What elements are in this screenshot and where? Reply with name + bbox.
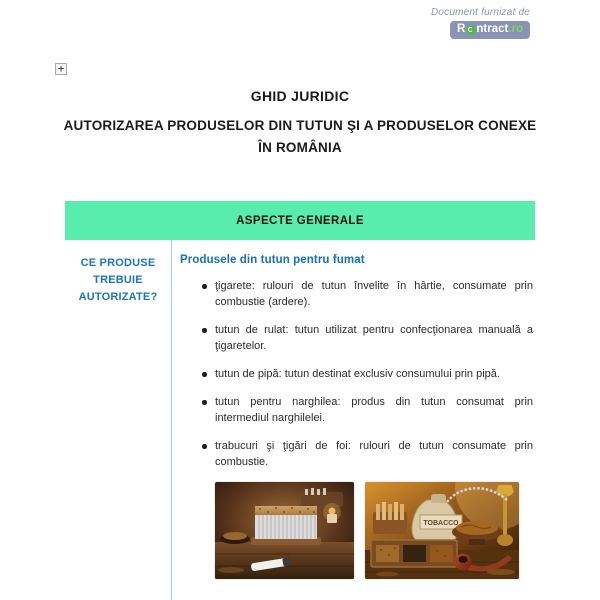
logo-middle: ntract (476, 23, 509, 35)
cigarette-box (251, 506, 321, 545)
cigarettes-box-photo (215, 482, 354, 579)
cigarettes-box-illustration (215, 482, 354, 579)
page-title: GHID JURIDIC (250, 88, 350, 104)
rontract-logo[interactable] (450, 21, 530, 39)
tobacco-assortment-illustration (365, 482, 519, 579)
expand-plus-icon[interactable]: + (55, 63, 67, 75)
list-item: tutun pentru narghilea: produs din tutun consumat prin intermediul narghilelei. (215, 396, 533, 424)
provided-by-text: Document furnizat de (430, 7, 530, 18)
sack-label: TOBACCO (423, 520, 459, 527)
content-heading: Produsele din tutun pentru fumat (180, 254, 365, 266)
product-bullet-list (180, 278, 533, 470)
logo-prefix: R (457, 23, 466, 35)
page-subtitle: AUTORIZAREA PRODUSELOR DIN TUTUN ŞI A PRODUSELOR CONEXE ÎN ROMÂNIA (63, 118, 537, 155)
photo-row (215, 482, 533, 579)
sidebar-question: CE PRODUSE TREBUIE AUTORIZATE? (78, 257, 158, 303)
wooden-tray (371, 540, 457, 567)
list-item: trabucuri şi ţigări de foi: rulouri de tutun consumate prin combustie. (215, 440, 533, 468)
section-banner: ASPECTE GENERALE (65, 201, 535, 240)
list-item: tutun de pipă: tutun destinat exclusiv consumului prin pipă. (215, 366, 533, 382)
provider-header (431, 7, 530, 39)
content-column (172, 240, 535, 600)
tobacco-assortment-photo (365, 482, 519, 579)
logo-suffix: .ro (508, 23, 523, 35)
list-item: ţigarete: rulouri de tutun învelite în hârtie, consumate prin combustie (ardere). (215, 280, 533, 308)
logo-o-circle-icon (466, 25, 476, 35)
list-item: tutun de rulat: tutun utilizat pentru confecţionarea manuală a ţigaretelor. (215, 324, 533, 352)
sidebar-column (65, 240, 172, 600)
cigarettes-crate (373, 502, 407, 534)
section-body (65, 240, 535, 600)
